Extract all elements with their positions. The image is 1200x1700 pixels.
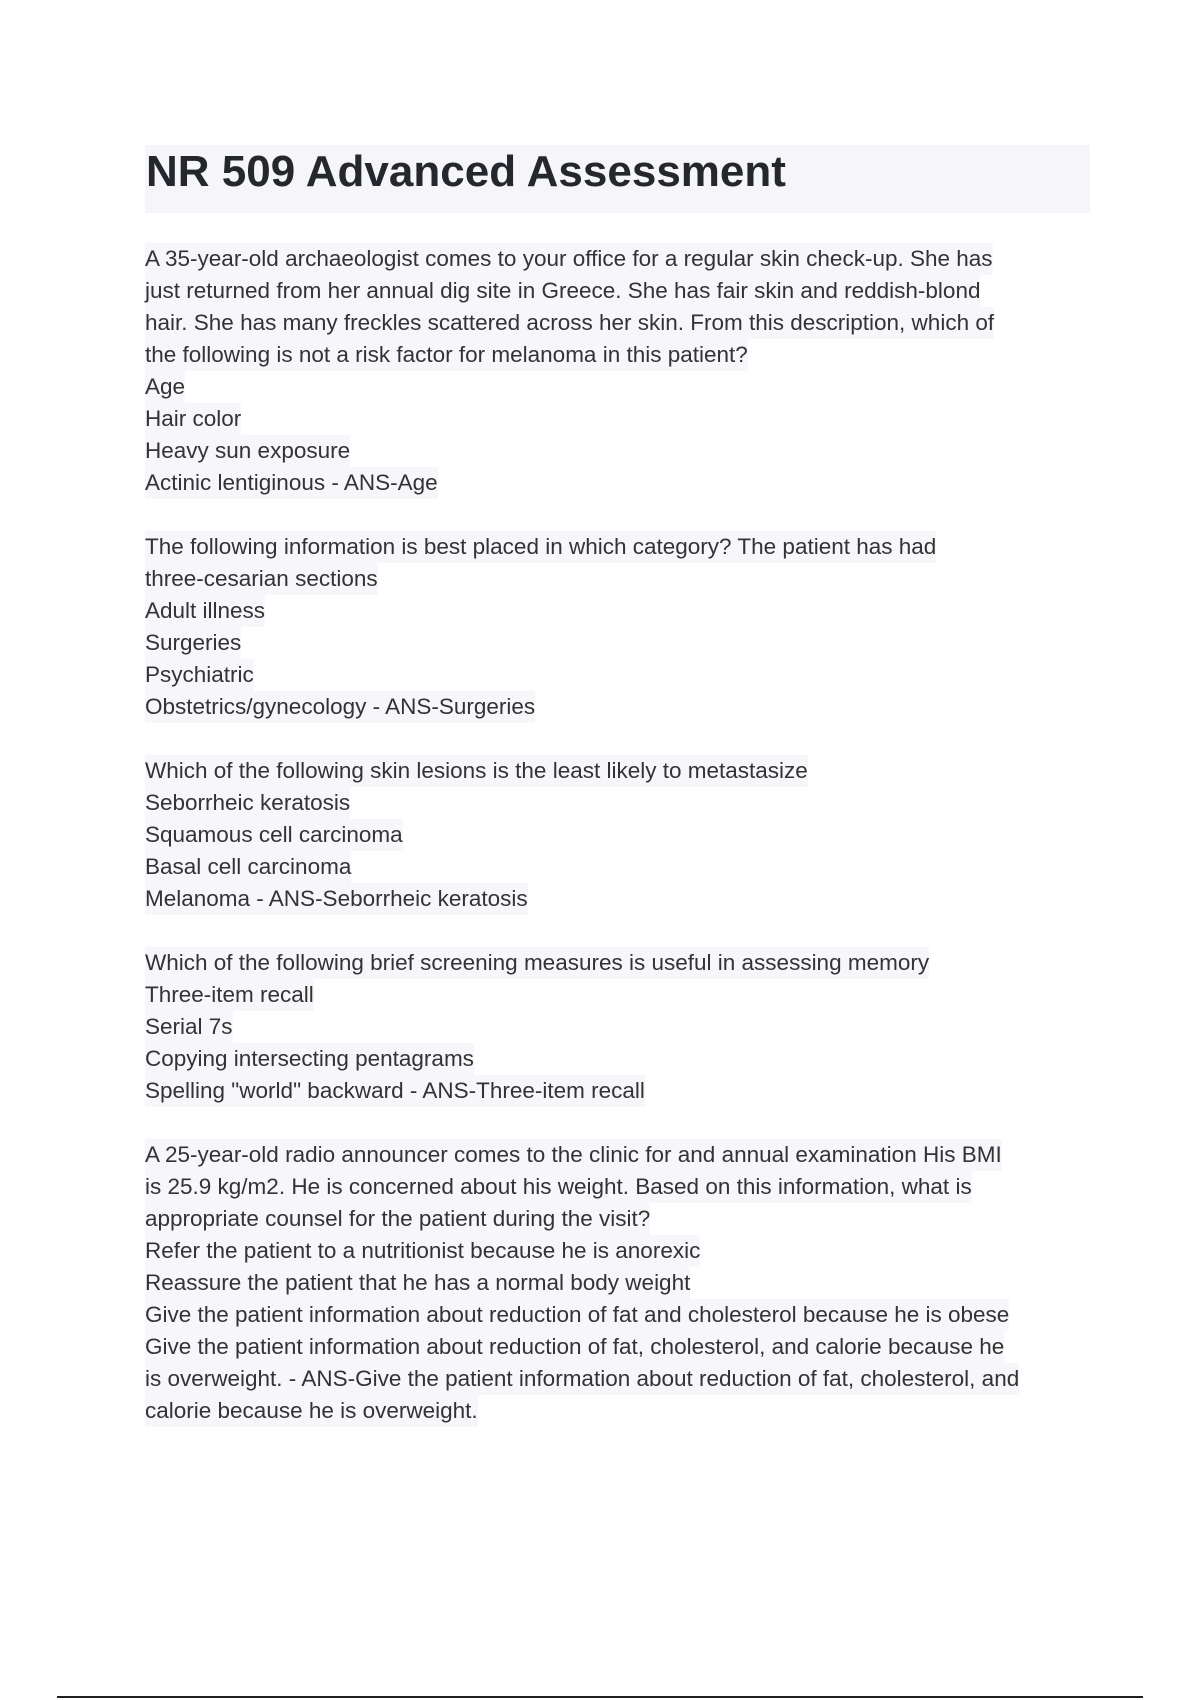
footer-divider	[57, 1696, 1143, 1698]
question-line: The following information is best placed in which category? The patient has had	[145, 531, 936, 563]
answer-option: Refer the patient to a nutritionist because he is anorexic	[145, 1235, 700, 1267]
answer-option: Give the patient information about reduction of fat and cholesterol because he is obese	[145, 1299, 1009, 1331]
answer-option: Obstetrics/gynecology - ANS-Surgeries	[145, 691, 535, 723]
answer-option: Hair color	[145, 403, 241, 435]
answer-option: Three-item recall	[145, 979, 314, 1011]
answer-option: Actinic lentiginous - ANS-Age	[145, 467, 438, 499]
answer-option: Serial 7s	[145, 1011, 233, 1043]
answer-option: Basal cell carcinoma	[145, 851, 351, 883]
question-line: three-cesarian sections	[145, 563, 378, 595]
answer-option: calorie because he is overweight.	[145, 1395, 478, 1427]
page-title: NR 509 Advanced Assessment	[146, 147, 786, 196]
document-body	[145, 243, 1095, 1459]
answer-option: Psychiatric	[145, 659, 254, 691]
answer-option: Surgeries	[145, 627, 241, 659]
question-line: A 35-year-old archaeologist comes to your office for a regular skin check-up. She has	[145, 243, 993, 275]
answer-option: Adult illness	[145, 595, 265, 627]
answer-option: Heavy sun exposure	[145, 435, 350, 467]
answer-option: Reassure the patient that he has a normal body weight	[145, 1267, 690, 1299]
answer-option: Age	[145, 371, 185, 403]
answer-option: Seborrheic keratosis	[145, 787, 350, 819]
answer-option: Copying intersecting pentagrams	[145, 1043, 474, 1075]
question-block	[145, 947, 1095, 1107]
answer-option: Spelling "world" backward - ANS-Three-item recall	[145, 1075, 645, 1107]
question-line: is 25.9 kg/m2. He is concerned about his weight. Based on this information, what is	[145, 1171, 972, 1203]
question-line: hair. She has many freckles scattered across her skin. From this description, which of	[145, 307, 994, 339]
question-line: the following is not a risk factor for melanoma in this patient?	[145, 339, 748, 371]
question-block	[145, 1139, 1095, 1427]
question-line: Which of the following skin lesions is the least likely to metastasize	[145, 755, 808, 787]
answer-option: Squamous cell carcinoma	[145, 819, 403, 851]
question-line: just returned from her annual dig site in Greece. She has fair skin and reddish-blond	[145, 275, 980, 307]
question-line: A 25-year-old radio announcer comes to the clinic for and annual examination His BMI	[145, 1139, 1002, 1171]
answer-option: Give the patient information about reduction of fat, cholesterol, and calorie because he	[145, 1331, 1004, 1363]
question-block	[145, 531, 1095, 723]
question-block	[145, 755, 1095, 915]
answer-option: Melanoma - ANS-Seborrheic keratosis	[145, 883, 528, 915]
question-block	[145, 243, 1095, 499]
question-line: appropriate counsel for the patient during the visit?	[145, 1203, 650, 1235]
question-line: Which of the following brief screening measures is useful in assessing memory	[145, 947, 929, 979]
answer-option: is overweight. - ANS-Give the patient information about reduction of fat, cholesterol, and	[145, 1363, 1019, 1395]
